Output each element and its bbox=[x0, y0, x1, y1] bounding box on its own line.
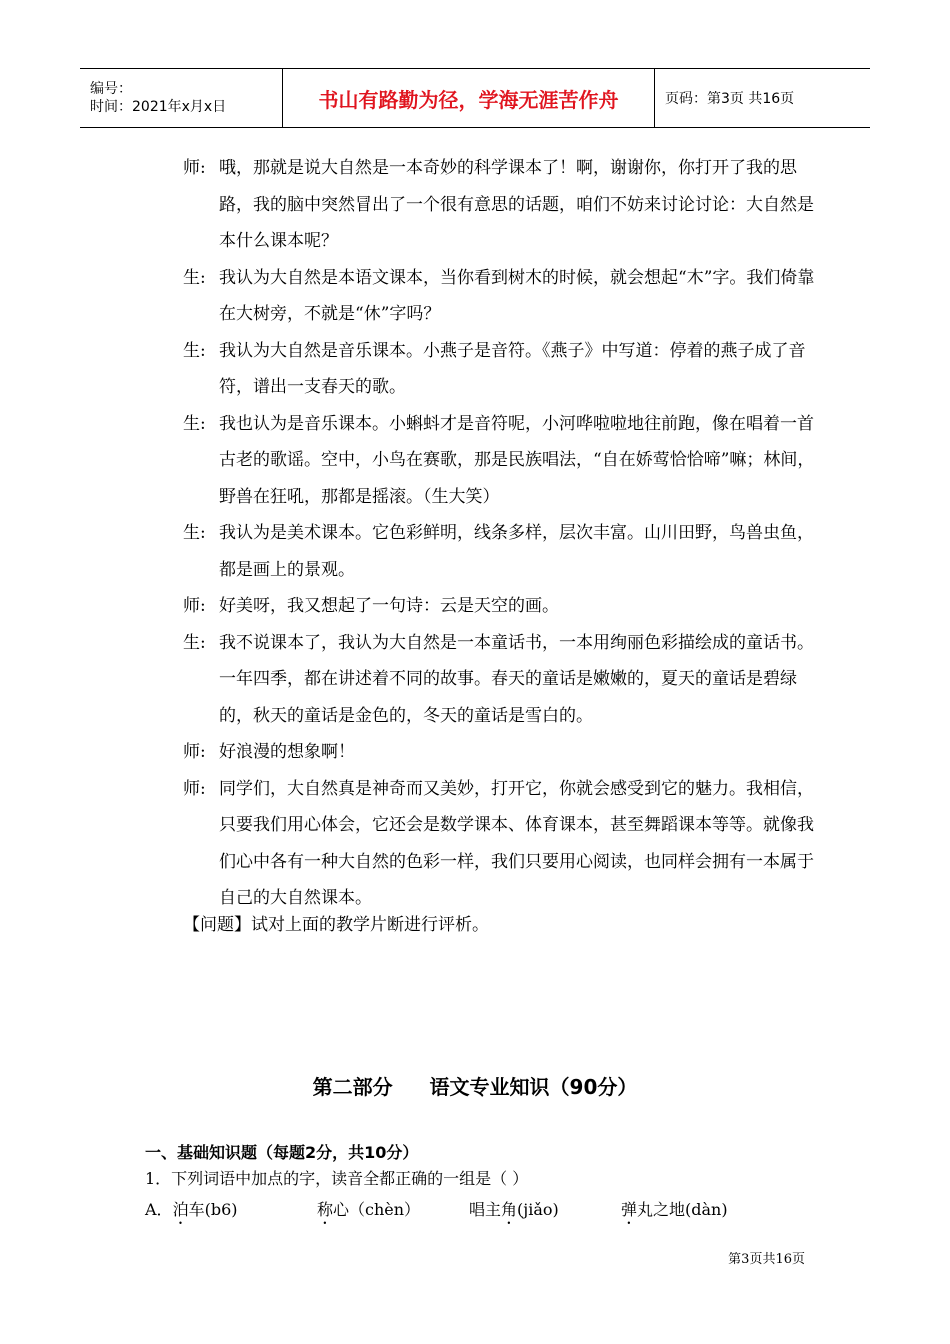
utterance: 我也认为是音乐课本。小蝌蚪才是音符呢，小河哗啦啦地往前跑，像在唱着一首古老的歌谣。空中，小鸟在赛歌，那是民族唱法，“自在娇莺恰恰啼”嘛；林间，野兽在狂吼，那都是摇滚。（生大笑） bbox=[219, 413, 815, 507]
header-motto: 书山有路勤为径，学海无涯苦作舟 bbox=[282, 69, 655, 127]
dotted-char: 角 bbox=[501, 1200, 518, 1219]
page-header bbox=[80, 68, 870, 128]
dialogue-turn bbox=[183, 588, 823, 625]
section-heading: 一、基础知识题（每题2分，共10分） bbox=[145, 1143, 419, 1162]
analysis-question: 【问题】试对上面的教学片断进行评析。 bbox=[183, 915, 489, 935]
option-b-text: 心（chèn） bbox=[333, 1200, 421, 1219]
serial-label: 编号： bbox=[90, 81, 132, 97]
option-a-text: 车(b6) bbox=[188, 1200, 238, 1219]
dialogue-turn bbox=[183, 515, 823, 588]
page-footer: 第3页共16页 bbox=[728, 1252, 805, 1267]
utterance: 我认为大自然是音乐课本。小燕子是音符。《燕子》中写道：停着的燕子成了音符，谱出一支春天的歌。 bbox=[219, 340, 806, 397]
speaker: 师: bbox=[183, 596, 206, 616]
speaker: 师: bbox=[183, 778, 206, 799]
speaker: 生: bbox=[183, 267, 206, 288]
dialogue-turn bbox=[183, 260, 823, 333]
option-d-text: 丸之地(dàn) bbox=[637, 1200, 728, 1219]
option-a-prefix: A． bbox=[145, 1200, 173, 1219]
header-page-info: 页码：第3页 共16页 bbox=[665, 91, 795, 107]
utterance: 好浪漫的想象啊！ bbox=[219, 742, 355, 762]
question-1-options bbox=[145, 1197, 728, 1228]
teaching-dialogue bbox=[183, 150, 823, 917]
utterance: 我不说课本了，我认为大自然是一本童话书，一本用绚丽色彩描绘成的童话书。一年四季，都在讲述着不同的故事。春天的童话是嫩嫩的，夏天的童话是碧绿的，秋天的童话是金色的，冬天的童话是雪白的。 bbox=[219, 632, 814, 726]
option-b bbox=[317, 1197, 469, 1228]
utterance: 我认为是美术课本。它色彩鲜明，线条多样，层次丰富。山川田野，鸟兽虫鱼，都是画上的景观。 bbox=[219, 523, 814, 580]
dialogue-turn bbox=[183, 771, 823, 917]
dotted-char: 泊 bbox=[172, 1200, 189, 1219]
dotted-char: 称 bbox=[317, 1200, 334, 1219]
option-a bbox=[145, 1197, 317, 1228]
dialogue-turn bbox=[183, 625, 823, 735]
option-c-text: (jiǎo) bbox=[517, 1200, 559, 1219]
utterance: 我认为大自然是本语文课本，当你看到树木的时候，就会想起“木”字。我们倚靠在大树旁，不就是“休”字吗？ bbox=[219, 267, 815, 324]
dotted-char: 弹 bbox=[621, 1200, 638, 1219]
part-title: 第二部分 语文专业知识（90分） bbox=[312, 1075, 638, 1099]
speaker: 生: bbox=[183, 340, 206, 361]
speaker: 生: bbox=[183, 523, 206, 543]
question-1: 1．下列词语中加点的字，读音全都正确的一组是（ ） bbox=[145, 1169, 529, 1188]
time-label: 时间：2021年x月x日 bbox=[90, 99, 227, 115]
option-d bbox=[621, 1197, 728, 1228]
option-c bbox=[469, 1197, 621, 1228]
dialogue-turn bbox=[183, 333, 823, 406]
utterance: 同学们，大自然真是神奇而又美妙，打开它，你就会感受到它的魅力。我相信，只要我们用心体会，它还会是数学课本、体育课本，甚至舞蹈课本等等。就像我们心中各有一种大自然的色彩一样，我们只要用心阅读，也同样会拥有一本属于自己的大自然课本。 bbox=[219, 778, 814, 908]
header-meta bbox=[80, 69, 282, 127]
speaker: 生: bbox=[183, 632, 206, 653]
speaker: 师: bbox=[183, 158, 206, 178]
option-c-pre: 唱主 bbox=[469, 1200, 502, 1219]
dialogue-turn bbox=[183, 150, 823, 260]
speaker: 生: bbox=[183, 413, 206, 434]
dialogue-turn bbox=[183, 734, 823, 771]
utterance: 好美呀，我又想起了一句诗：云是天空的画。 bbox=[219, 596, 559, 616]
dialogue-turn bbox=[183, 406, 823, 516]
speaker: 师: bbox=[183, 742, 206, 762]
utterance: 哦，那就是说大自然是一本奇妙的科学课本了！啊，谢谢你，你打开了我的思路，我的脑中突然冒出了一个很有意思的话题，咱们不妨来讨论讨论：大自然是本什么课本呢？ bbox=[219, 158, 814, 251]
